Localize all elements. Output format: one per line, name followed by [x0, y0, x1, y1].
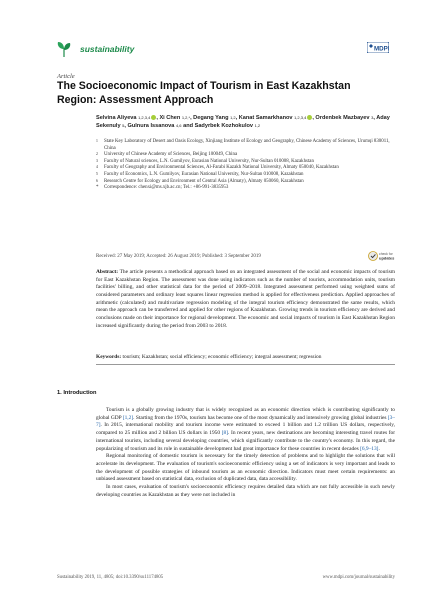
author-affiliation-sup: 1,2 — [254, 123, 261, 128]
paragraph-text: Regional monitoring of domestic tourism is necessary for the timely detection of problems and to highlight the solutions that will accelerate its development. The evaluation of tourism's socioeconomic efficiency using a set of indicators is very important and leads to the development of possible strategies of inbound tourism as an economic direction. Indicators must meet certain requirements: an unbiased assessment based on statistical data, exclusion of duplicated data, data accessibility. — [96, 453, 395, 483]
publication-dates: Received: 27 May 2019; Accepted: 26 August 2019; Published: 3 September 2019 — [96, 254, 261, 259]
affiliation — [96, 185, 396, 192]
check-updates-line2: updates — [379, 255, 395, 261]
check-for-updates-badge[interactable] — [368, 250, 396, 262]
paragraph-text: Tourism is a globally growing industry that is widely recognized as an economic direction which is contributing significantly to global GDP — [96, 407, 395, 421]
affiliation-number: 4 — [96, 165, 98, 170]
citation-link[interactable]: [6,9–13] — [360, 445, 379, 452]
author-name: Gulnura Issanova — [127, 123, 176, 129]
citation-link[interactable]: [1,2] — [122, 414, 134, 421]
affiliation-number: * — [96, 185, 99, 191]
author — [195, 123, 261, 129]
affiliation-text: Research Centre for Ecology and Environment of Central Asia (Almaty), Almaty 050060, Kazakhstan — [104, 178, 304, 184]
author-affiliation-sup: 1,2 — [230, 115, 236, 120]
author — [239, 115, 313, 121]
author-name: Kanat Samarkhanov — [238, 115, 295, 121]
footer-url[interactable]: www.mdpi.com/journal/sustainability — [322, 575, 395, 580]
affiliation — [96, 159, 396, 166]
author-name: Degang Yang — [193, 115, 231, 121]
article-type: Article — [57, 73, 75, 80]
body-text — [96, 407, 395, 499]
affiliation-text: Faculty of Natural sciences, L.N. Gumilyov, Eurasian National University, Nur-Sultan 010008, Kazakhstan — [104, 158, 314, 164]
section-heading: 1. Introduction — [57, 390, 97, 396]
abstract-text: The article presents a methodical approach based on an integrated assessment of the social and economic impacts of tourism for East Kazakhstan Region. The assessment was done using indicators such as the number of tourists, accommodation units, tourism facilities' billing, and other statistical data for the period of 2009–2018. Integrated assessment performed using weighted sums of considered parameters and ordinary least squares linear regression method is applied for effectiveness prediction. Applied approaches of arithmetic (calculated) and multivariate regression modeling of the integral tourism efficiency demonstrated the same results, which mean the approach can be transferred and applied for other regions of Kazakhstan. Growing trends in tourism efficiency are derived and conclusions made on their importance for regional development. The economic and social impacts of tourism in East Kazakhstan Region increased significantly during the period from 2003 to 2018. — [96, 269, 395, 329]
affiliation-text: State Key Laboratory of Desert and Oasis Ecology, Xinjiang Institute of Ecology and Geography, Chinese Academy of Sciences, Urumqi 830011, China — [104, 139, 390, 151]
author-name: Ordenbek Mazbayev — [315, 115, 372, 121]
author-affiliation-sup: 3 — [371, 115, 374, 120]
affiliation-text: Correspondence: chenxi@ms.xjb.ac.cn; Tel.: +86-991-3835953 — [104, 185, 229, 191]
paragraph-text: . — [378, 445, 380, 452]
paragraph-text: . In recent years, new destinations are becoming interesting travel routes for international tourists, including several developing countries, which significantly contribute to the country's economy. In this regard, the popularizing of tourism and its role in sustainable development had great importance for these countries in recent decades — [96, 430, 396, 452]
citation-link[interactable]: [3–7] — [96, 414, 395, 429]
author — [127, 123, 181, 129]
affiliation-number: 6 — [96, 178, 98, 183]
keywords-label: Keywords: — [96, 354, 122, 360]
affiliation — [96, 152, 396, 159]
author-affiliation-sup: 1,2,3,4 — [294, 115, 307, 120]
footer-citation: Sustainability 2019, 11, 4805; doi:10.3390/su11174805 — [57, 575, 164, 580]
author-affiliation-sup: 4,6 — [175, 123, 182, 128]
paragraph-text: In most cases, evaluation of tourism's socioeconomic efficiency requires detailed data which are not fully accessible in such newly developing countries as Kazakhstan as they were not included in — [96, 484, 395, 498]
journal-name: sustainability — [80, 44, 135, 54]
author — [193, 115, 235, 121]
paragraph-text: . In 2015, international mobility and tourism income were estimated to exceed 1 billion and 1.2 trillion US dollars, respectively, compared to 25 million and 2 billion US dollars in 1950 — [96, 422, 395, 437]
abstract — [96, 269, 395, 330]
mdpi-logo — [367, 42, 389, 53]
abstract-label: Abstract: — [96, 269, 119, 275]
author — [315, 115, 373, 121]
leaf-sprout-icon — [57, 41, 71, 57]
affiliation-text: Faculty of Economics, L.N. Gumilyov, Eurasian National University, Nur-Sultan 010008, Kazakhstan — [104, 171, 304, 177]
citation-link[interactable]: [8] — [221, 430, 229, 437]
author — [159, 115, 190, 121]
affiliation — [96, 139, 396, 152]
affiliation — [96, 165, 396, 172]
author-name: Sadyrbek Kozhokulov — [194, 123, 255, 129]
affiliation-number: 5 — [96, 171, 98, 176]
affiliation-text: Faculty of Geography and Environmental Sciences, Al-Farabi Kazakh National University, Almaty 050040, Kazakhstan — [104, 165, 339, 171]
affiliation-number: 1 — [96, 139, 98, 143]
author-affiliation-sup: 1,2,* — [181, 115, 191, 120]
affiliation-number: 3 — [96, 158, 98, 163]
publisher-name: MDPI — [374, 45, 389, 53]
author-name: Selvina Aliyeva — [96, 115, 139, 121]
author-affiliation-sup: 5 — [122, 123, 125, 128]
author — [96, 115, 156, 121]
check-updates-line1: check for — [379, 252, 393, 257]
author-name: Xi Chen — [159, 115, 182, 121]
keywords — [96, 354, 396, 360]
affiliation — [96, 172, 396, 179]
affiliation — [96, 179, 396, 186]
author-list: Selvina Aliyeva $^{1,2,3,4}$ , Xi Chen $^{1,2,*}$, Degang Yang $^{1,2}$, Kanat Samarkhanov $^{1,2,3,4}$ , Ordenbek Mazbayev $^3$, Aday Sekenuly $^5$, Gulnura Issanova $^{4,6}$ and Sadyrbek Kozhokulov $^{1,2}$ — [96, 115, 390, 129]
author-affiliation-sup: 1,2,3,4 — [138, 115, 151, 120]
paragraph — [96, 453, 395, 484]
paper-title: The Socioeconomic Impact of Tourism in East Kazakhstan Region: Assessment Approach — [57, 80, 351, 106]
paragraph — [96, 484, 395, 499]
keywords-text: tourism; Kazakhstan; social efficiency; economic efficiency; integral assessment; regression — [122, 354, 322, 360]
affiliation-text: University of Chinese Academy of Sciences, Beijing 100049, China — [104, 152, 238, 158]
author-name: Aday Sekenuly — [96, 115, 390, 129]
divider — [96, 364, 395, 365]
affiliation-number: 2 — [96, 152, 98, 157]
paragraph-text: . Starting from the 1970s, tourism has become one of the most dynamically and intensively growing global industries — [133, 414, 388, 421]
paragraph — [96, 407, 395, 453]
affiliation-list — [96, 139, 396, 192]
